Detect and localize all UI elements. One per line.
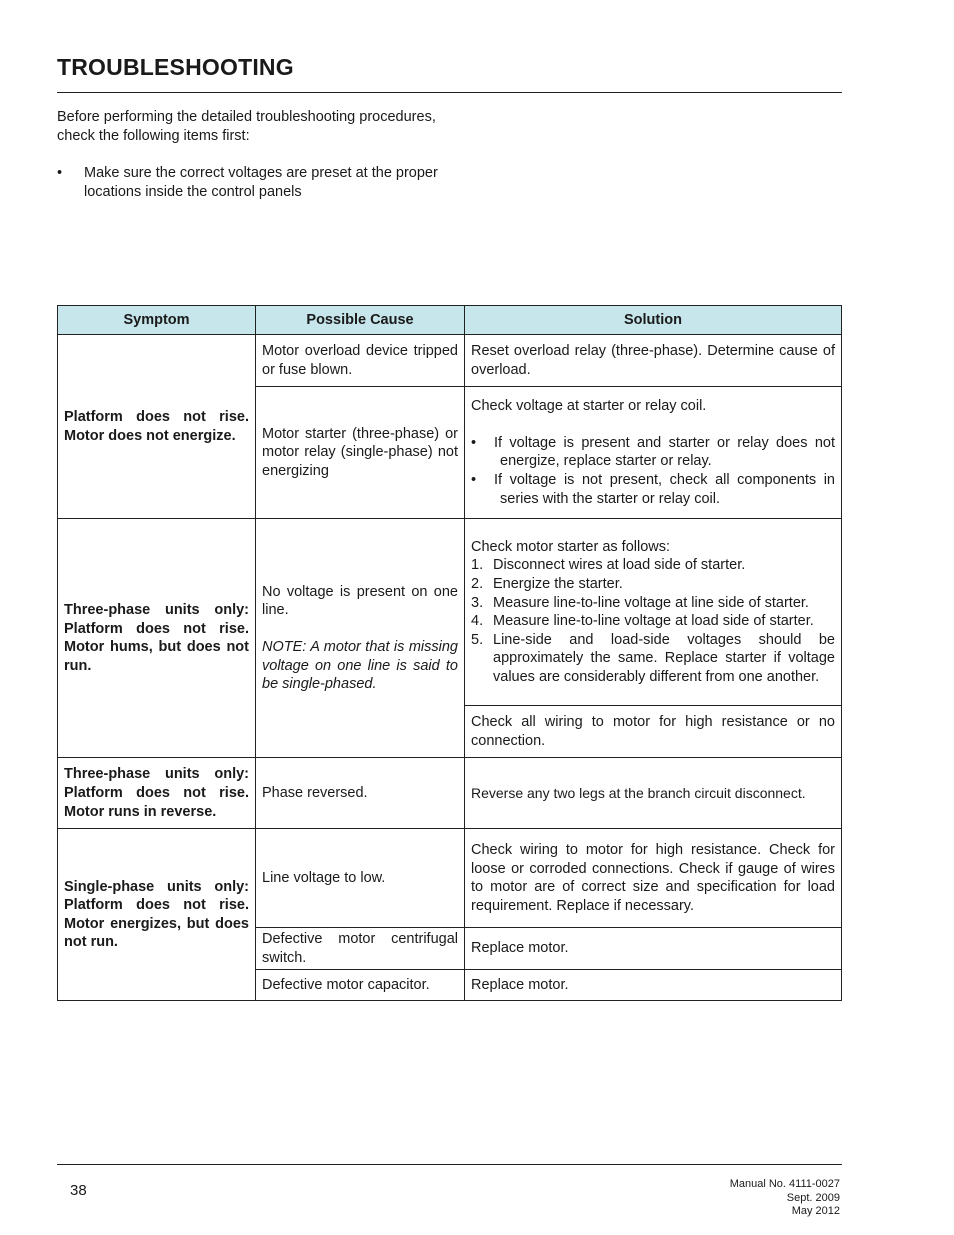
list-item: 3. Measure line-to-line voltage at line side of starter.	[471, 594, 809, 611]
manual-number: Manual No. 4111-0027	[729, 1178, 840, 1190]
solution-cell: Replace motor.	[465, 970, 842, 1001]
header-divider	[57, 92, 842, 93]
list-item: 2. Energize the starter.	[471, 576, 623, 592]
solution-cell	[465, 519, 842, 706]
header-solution: Solution	[465, 306, 842, 335]
header-possible-cause: Possible Cause	[256, 306, 465, 335]
intro-bullet-text: Make sure the correct voltages are preset at the proper locations inside the control panels	[84, 165, 438, 200]
cause-cell: Phase reversed.	[256, 758, 465, 829]
cause-cell	[256, 519, 465, 758]
manual-info	[730, 1178, 840, 1219]
page-title: TROUBLESHOOTING	[57, 54, 294, 80]
revision-date: Sept. 2009	[786, 1191, 840, 1204]
header-symptom: Symptom	[58, 306, 256, 335]
intro-bullet	[57, 164, 477, 202]
table-row	[58, 335, 842, 387]
solution-steps	[471, 556, 835, 686]
cause-note: NOTE: A motor that is missing voltage on one line is said to be single-phased.	[262, 638, 458, 693]
cause-cell: Defective motor centrifugal switch.	[256, 928, 465, 970]
solution-cell	[465, 387, 842, 519]
table-row	[58, 758, 842, 829]
cause-cell: Motor overload device tripped or fuse blown.	[256, 335, 465, 387]
footer-divider	[57, 1164, 842, 1165]
table-row	[58, 829, 842, 928]
solution-lead: Check motor starter as follows:	[471, 538, 671, 555]
solution-cell: Replace motor.	[465, 928, 842, 970]
solution-cell: Reset overload relay (three-phase). Determine cause of overload.	[465, 335, 842, 387]
solution-bullet-list	[471, 434, 835, 508]
symptom-cell: Single-phase units only: Platform does not rise. Motor energizes, but does not run.	[58, 829, 256, 1001]
symptom-cell: Three-phase units only: Platform does not rise. Motor runs in reverse.	[58, 758, 256, 829]
solution-lead: Check voltage at starter or relay coil.	[471, 398, 707, 415]
list-item: 4. Measure line-to-line voltage at load side of starter.	[471, 613, 814, 630]
cause-text: No voltage is present on one line.	[262, 583, 458, 619]
list-item: • If voltage is not present, check all components in series with the starter or relay coil.	[471, 471, 835, 508]
troubleshooting-table	[57, 305, 842, 1001]
intro-text: Before performing the detailed troubleshooting procedures, check the following items first:	[57, 109, 436, 144]
list-item: 5. Line-side and load-side voltages should be approximately the same. Replace starter if voltage values are considerably different from one another.	[471, 631, 835, 685]
symptom-cell: Platform does not rise. Motor does not energize.	[58, 335, 256, 519]
list-item: • If voltage is present and starter or relay does not energize, replace starter or relay.	[471, 434, 835, 471]
table-row	[58, 519, 842, 706]
cause-cell: Motor starter (three-phase) or motor relay (single-phase) not energizing	[256, 387, 465, 519]
solution-cell: Reverse any two legs at the branch circuit disconnect.	[465, 758, 842, 829]
cause-cell: Defective motor capacitor.	[256, 970, 465, 1001]
symptom-cell: Three-phase units only: Platform does not rise. Motor hums, but does not run.	[58, 519, 256, 758]
table-header-row	[58, 306, 842, 335]
solution-cell: Check wiring to motor for high resistance. Check for loose or corroded connections. Check if gauge of wires to motor are of correct size and specification for load requirement. Replace if necessary.	[465, 829, 842, 928]
page-number: 38	[70, 1182, 87, 1199]
cause-cell: Line voltage to low.	[256, 829, 465, 928]
revision-date: May 2012	[791, 1205, 840, 1217]
solution-cell: Check all wiring to motor for high resistance or no connection.	[465, 706, 842, 758]
bullet-dot: •	[57, 165, 63, 181]
list-item: 1. Disconnect wires at load side of starter.	[471, 557, 746, 574]
